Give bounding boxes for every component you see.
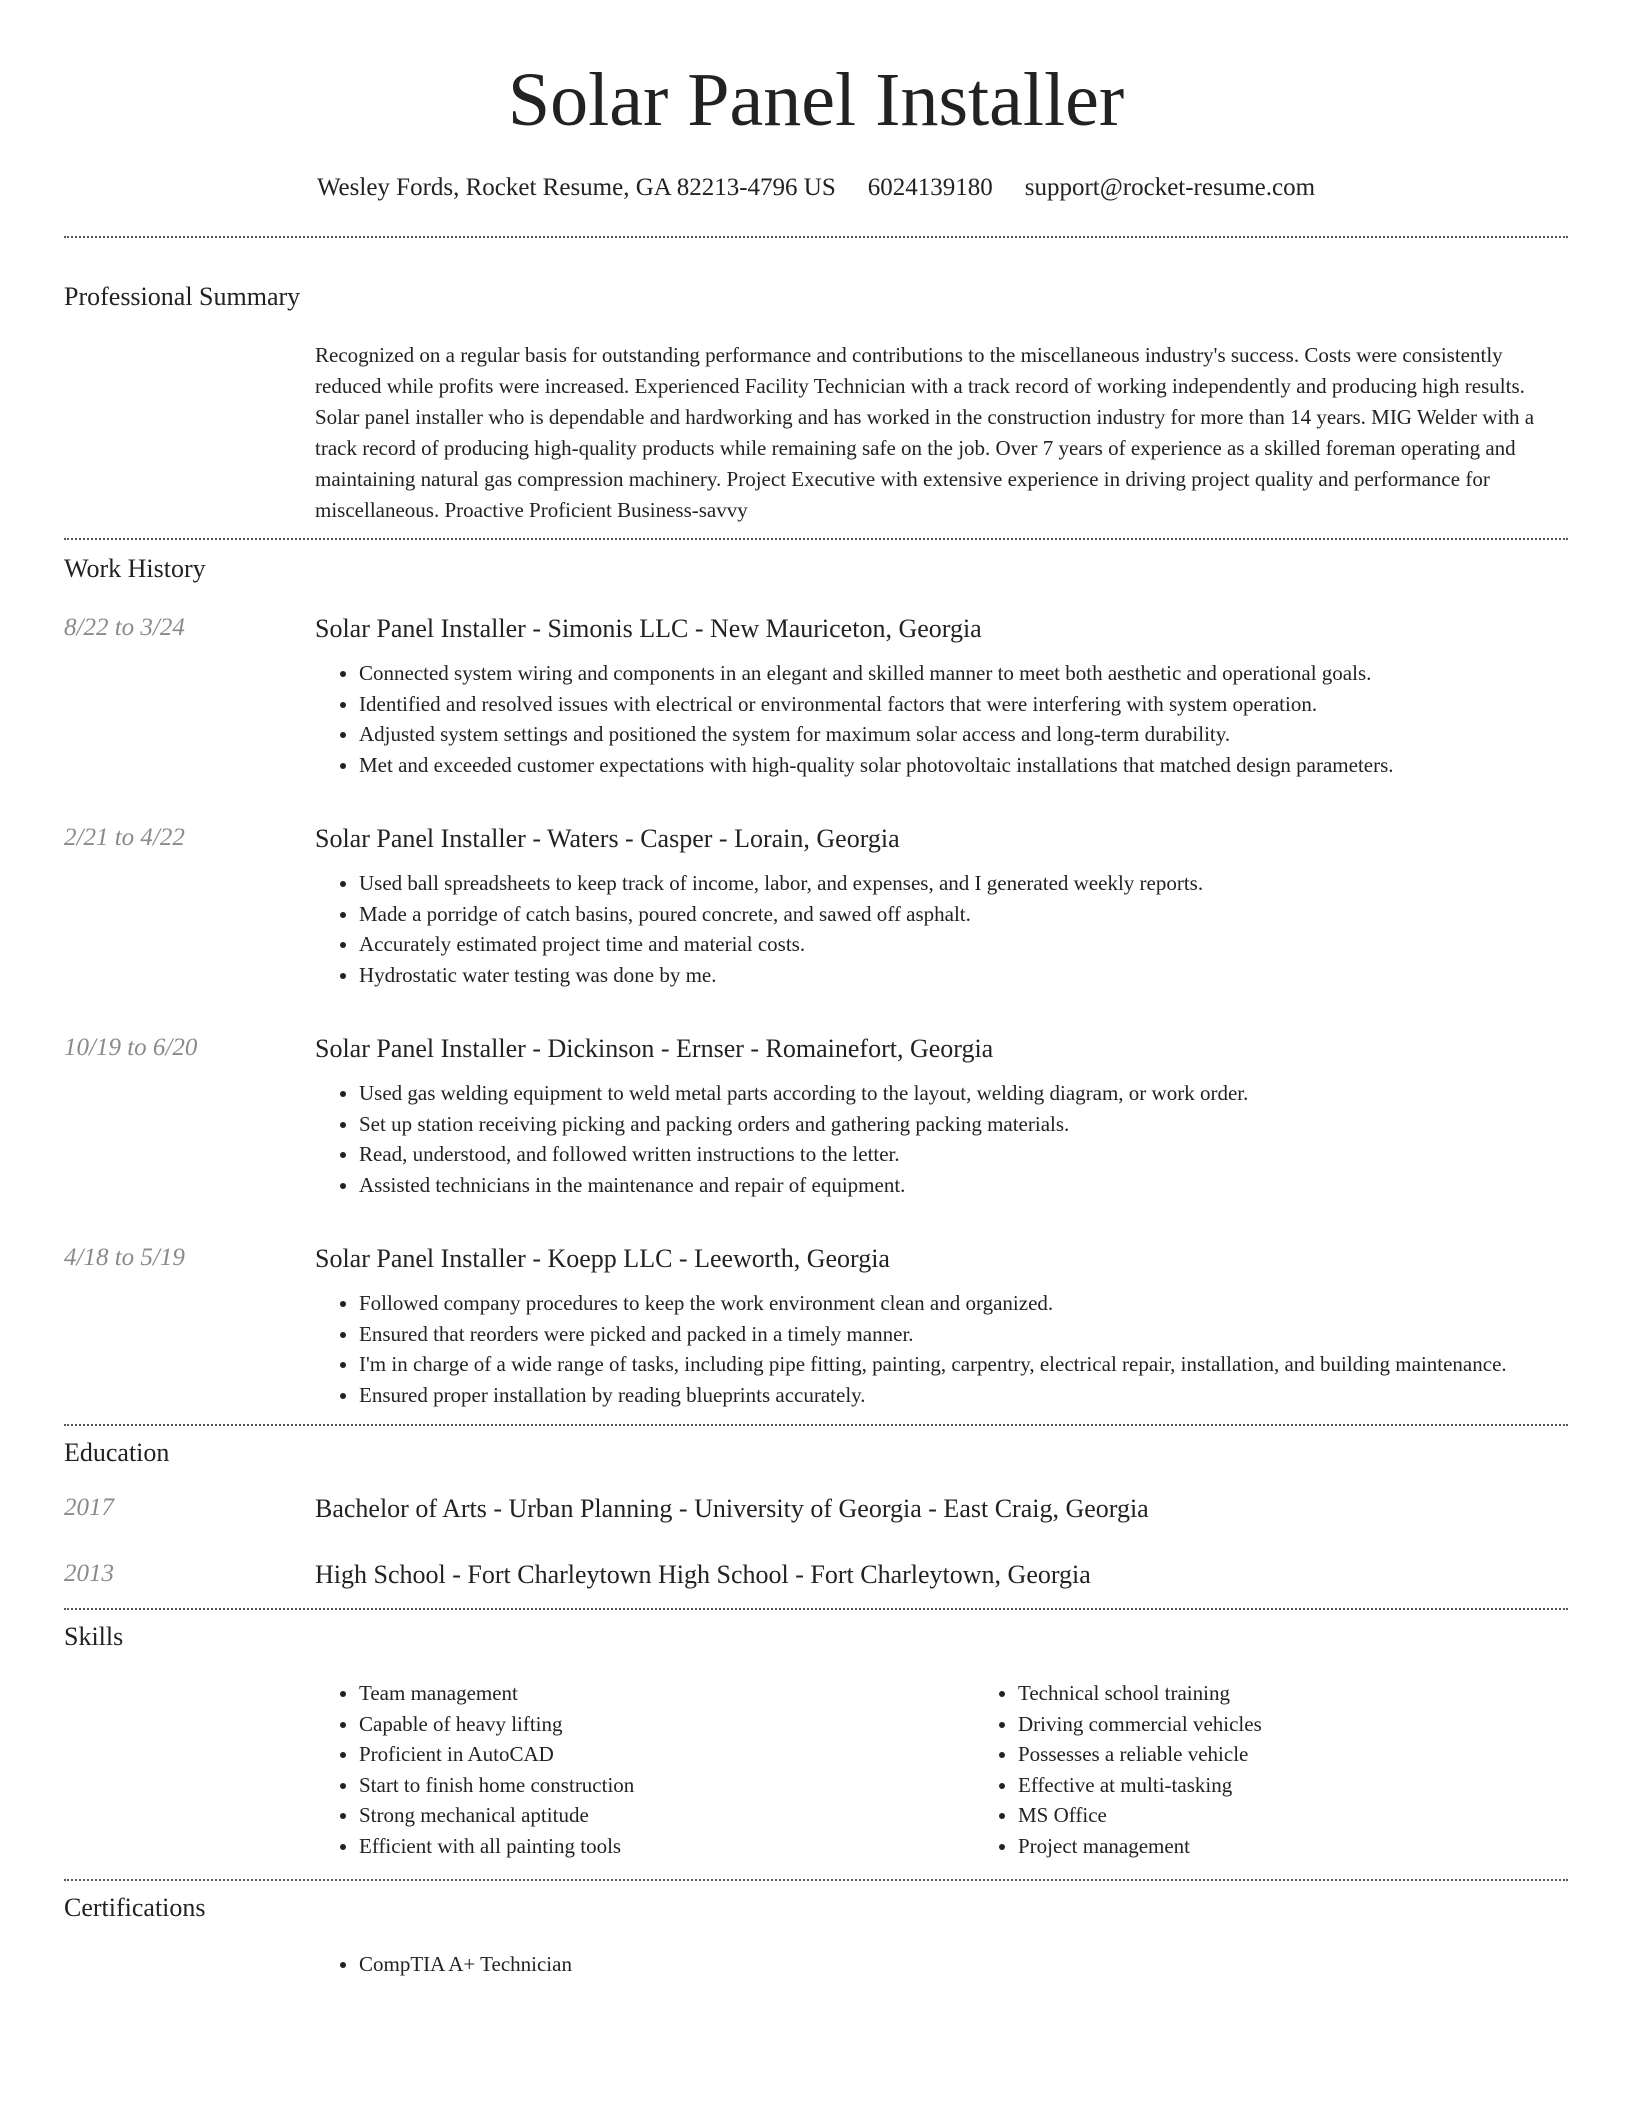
resume-title: Solar Panel Installer [507, 58, 1125, 142]
skills-heading: Skills [64, 1622, 124, 1651]
job-date: 4/18 to 5/19 [64, 1244, 185, 1271]
work-history-section [64, 540, 1568, 1410]
skill-item: • Proficient in AutoCAD [359, 1739, 974, 1770]
job-bullet: • Accurately estimated project time and material costs. [359, 929, 1568, 960]
job-bullet: • Connected system wiring and components in an elegant and skilled manner to meet both aesthetic and operational goals. [359, 658, 1568, 689]
skill-item: • Technical school training [1018, 1678, 1632, 1709]
skill-item: • Driving commercial vehicles [1018, 1709, 1632, 1740]
education-title: Bachelor of Arts - Urban Planning - University of Georgia - East Craig, Georgia [315, 1494, 1149, 1523]
skill-item: • Capable of heavy lifting [359, 1709, 974, 1740]
skills-section [64, 1610, 1568, 1861]
contact-address: Wesley Fords, Rocket Resume, GA 82213-4796 US [316, 174, 836, 201]
job-title: Solar Panel Installer - Waters - Casper - Lorain, Georgia [315, 824, 900, 853]
job-date: 8/22 to 3/24 [64, 614, 185, 641]
job-bullets [315, 1078, 1568, 1200]
contact-email: support@rocket-resume.com [1024, 174, 1316, 201]
job-bullet: • Adjusted system settings and positioned the system for maximum solar access and long-term durability. [359, 719, 1568, 750]
skills-list-left [315, 1678, 974, 1861]
job-bullet: • Hydrostatic water testing was done by me. [359, 960, 1568, 991]
certifications-list [315, 1949, 1568, 1980]
skill-item: • Project management [1018, 1831, 1632, 1862]
education-section [64, 1426, 1568, 1590]
job-entry [64, 1244, 1568, 1410]
job-date: 10/19 to 6/20 [64, 1034, 198, 1061]
job-title: Solar Panel Installer - Dickinson - Ernser - Romainefort, Georgia [315, 1034, 994, 1063]
job-bullets [315, 868, 1568, 990]
job-bullet: • Set up station receiving picking and packing orders and gathering packing materials. [359, 1109, 1568, 1140]
job-entry [64, 1034, 1568, 1200]
skill-item: • Start to finish home construction [359, 1770, 974, 1801]
contact-phone: 6024139180 [867, 174, 993, 201]
education-entry [64, 1560, 1568, 1590]
work-history-heading: Work History [64, 554, 206, 583]
skills-list-right [974, 1678, 1632, 1861]
job-bullet: • Made a porridge of catch basins, poured concrete, and sawed off asphalt. [359, 899, 1568, 930]
skill-item: • Efficient with all painting tools [359, 1831, 974, 1862]
job-bullet: • Assisted technicians in the maintenance and repair of equipment. [359, 1170, 1568, 1201]
job-bullet: • Read, understood, and followed written instructions to the letter. [359, 1139, 1568, 1170]
job-entry [64, 824, 1568, 990]
job-title: Solar Panel Installer - Koepp LLC - Leeworth, Georgia [315, 1244, 890, 1273]
skill-item: • Strong mechanical aptitude [359, 1800, 974, 1831]
certifications-section [64, 1881, 1568, 1980]
certification-item: • CompTIA A+ Technician [359, 1949, 1568, 1980]
education-date: 2013 [64, 1560, 114, 1587]
contact-line [64, 174, 1568, 202]
job-title: Solar Panel Installer - Simonis LLC - New Mauriceton, Georgia [315, 614, 982, 643]
job-entry [64, 614, 1568, 780]
job-bullet: • Used ball spreadsheets to keep track of income, labor, and expenses, and I generated weekly reports. [359, 868, 1568, 899]
job-bullet: • Followed company procedures to keep the work environment clean and organized. [359, 1288, 1568, 1319]
education-heading: Education [64, 1438, 170, 1467]
skill-item: • Effective at multi-tasking [1018, 1770, 1632, 1801]
job-bullet: • Used gas welding equipment to weld metal parts according to the layout, welding diagram, or work order. [359, 1078, 1568, 1109]
summary-text: Recognized on a regular basis for outstanding performance and contributions to the miscellaneous industry's success. Costs were consistently reduced while profits were increased. Experienced Facility Technician with a track record of working independently and producing high results. Solar panel installer who is dependable and hardworking and has worked in the construction industry for more than 14 years. MIG Welder with a track record of producing high-quality products while remaining safe on the job. Over 7 years of experience as a skilled foreman operating and maintaining natural gas compression machinery. Project Executive with extensive experience in driving project quality and performance for miscellaneous. Proactive Proficient Business-savvy [315, 343, 1535, 522]
job-bullet: • Ensured proper installation by reading blueprints accurately. [359, 1380, 1568, 1411]
skill-item: • MS Office [1018, 1800, 1632, 1831]
education-title: High School - Fort Charleytown High School - Fort Charleytown, Georgia [315, 1560, 1091, 1589]
skill-item: • Team management [359, 1678, 974, 1709]
job-bullets [315, 658, 1568, 780]
skill-item: • Possesses a reliable vehicle [1018, 1739, 1632, 1770]
summary-heading: Professional Summary [64, 282, 301, 311]
job-date: 2/21 to 4/22 [64, 824, 185, 851]
job-bullets [315, 1288, 1568, 1410]
education-date: 2017 [64, 1494, 114, 1521]
summary-section [64, 238, 1568, 526]
certifications-heading: Certifications [64, 1893, 206, 1922]
job-bullet: • Identified and resolved issues with electrical or environmental factors that were interfering with system operation. [359, 689, 1568, 720]
education-entry [64, 1494, 1568, 1524]
job-bullet: • Ensured that reorders were picked and packed in a timely manner. [359, 1319, 1568, 1350]
job-bullet: • I'm in charge of a wide range of tasks, including pipe fitting, painting, carpentry, electrical repair, installation, and building maintenance. [359, 1349, 1568, 1380]
job-bullet: • Met and exceeded customer expectations with high-quality solar photovoltaic installations that matched design parameters. [359, 750, 1568, 781]
